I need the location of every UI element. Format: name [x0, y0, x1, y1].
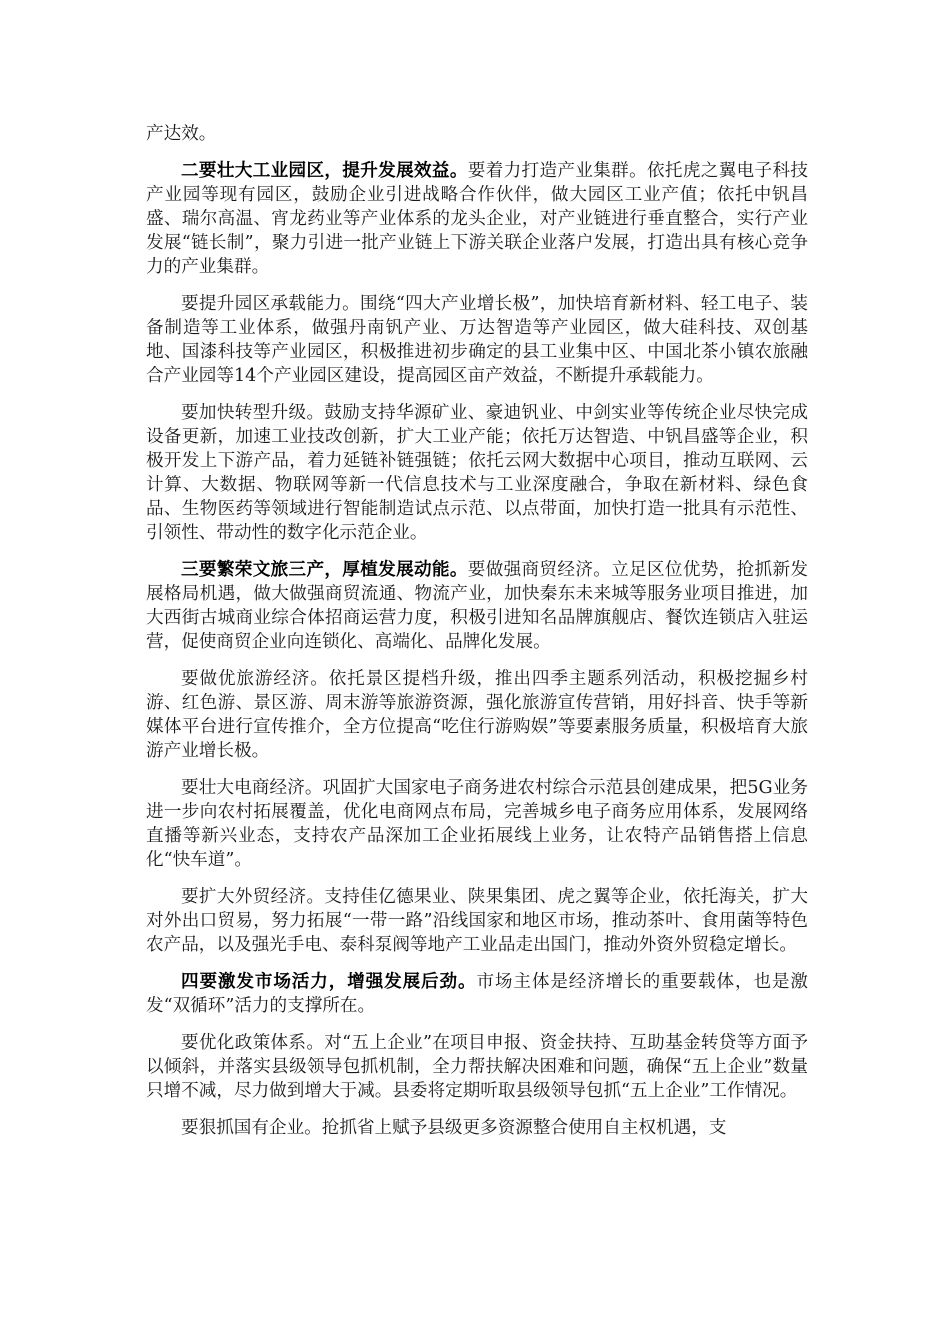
paragraph-text: 要加快转型升级。鼓励支持华源矿业、豪迪钒业、中剑实业等传统企业尽快完成设备更新，加速工业技改创新，扩大工业产能；依托万达智造、中钒昌盛等企业，积极开发上下游产品，着力延链补链强链；依托云网大数据中心项目，推动互联网、云计算、大数据、物联网等新一代信息技术与工业深度融合，争取在新材料、绿色食品、生物医药等领域进行智能制造试点示范、以点带面，加快打造一批具有示范性、引领性、带动性的数字化示范企业。	[146, 403, 808, 543]
section-heading: 四要激发市场活力，增强发展后劲。	[181, 971, 477, 992]
paragraph	[146, 667, 808, 763]
paragraph-text: 要优化政策体系。对“五上企业”在项目申报、资金扶持、互助基金转贷等方面予以倾斜，并落实县级领导包抓机制，全力帮扶解决困难和问题，确保“五上企业”数量只增不减，尽力做到增大于减。县委将定期听取县级领导包抓“五上企业”工作情况。	[146, 1033, 808, 1101]
paragraph-text: 要扩大外贸经济。支持佳亿德果业、陕果集团、虎之翼等企业，依托海关，扩大对外出口贸易，努力拓展“一带一路”沿线国家和地区市场，推动茶叶、食用菌等特色农产品，以及强光手电、泰科泵阀等地产工业品走出国门，推动外资外贸稳定增长。	[146, 887, 808, 955]
paragraph-text: 要着力打造产业集群。依托虎之翼电子科技产业园等现有园区，鼓励企业引进战略合作伙伴，做大园区工业产值；依托中钒昌盛、瑞尔高温、宵龙药业等产业体系的龙头企业，对产业链进行垂直整合，实行产业发展“链长制”，聚力引进一批产业链上下游关联企业落户发展，打造出具有核心竞争力的产业集群。	[146, 161, 808, 277]
paragraph-text: 要做强商贸经济。立足区位优势，抢抓新发展格局机遇，做大做强商贸流通、物流产业，加快秦东未来城等服务业项目推进，加大西街古城商业综合体招商运营力度，积极引进知名品牌旗舰店、餐饮连锁店入驻运营，促使商贸企业向连锁化、高端化、品牌化发展。	[146, 560, 808, 652]
paragraph-section-three	[146, 558, 808, 654]
paragraph-text: 市场主体是经济增长的重要载体，也是激发“双循环”活力的支撑所在。	[146, 972, 808, 1016]
section-heading: 二要壮大工业园区，提升发展效益。	[181, 160, 468, 181]
paragraph	[146, 1031, 808, 1103]
paragraph-text: 产达效。	[146, 124, 217, 144]
document-body	[146, 122, 808, 1153]
paragraph-text: 要做优旅游经济。依托景区提档升级，推出四季主题系列活动，积极挖掘乡村游、红色游、景区游、周末游等旅游资源，强化旅游宣传营销，用好抖音、快手等新媒体平台进行宣传推介，全方位提高“吃住行游购娱”等要素服务质量，积极培育大旅游产业增长极。	[146, 669, 808, 761]
paragraph-text: 要狠抓国有企业。抢抓省上赋予县级更多资源整合使用自主权机遇，支	[181, 1118, 727, 1138]
paragraph	[146, 776, 808, 872]
paragraph	[146, 1116, 808, 1140]
paragraph-section-four	[146, 970, 808, 1018]
paragraph	[146, 885, 808, 957]
paragraph	[146, 292, 808, 388]
paragraph-text: 要提升园区承载能力。围绕“四大产业增长极”，加快培育新材料、轻工电子、装备制造等工业体系，做强丹南钒产业、万达智造等产业园区，做大硅科技、双创基地、国漆科技等产业园区，积极推进初步确定的县工业集中区、中国北茶小镇农旅融合产业园等14个产业园区建设，提高园区亩产效益，不断提升承载能力。	[146, 294, 808, 386]
paragraph-text: 要壮大电商经济。巩固扩大国家电子商务进农村综合示范县创建成果，把5G业务进一步向农村拓展覆盖，优化电商网点布局，完善城乡电子商务应用体系，发展网络直播等新兴业态，支持农产品深加工企业拓展线上业务，让农特产品销售搭上信息化“快车道”。	[146, 778, 808, 870]
paragraph-section-two	[146, 159, 808, 279]
paragraph-continuation	[146, 122, 808, 146]
section-heading: 三要繁荣文旅三产，厚植发展动能。	[181, 559, 468, 580]
paragraph	[146, 401, 808, 545]
